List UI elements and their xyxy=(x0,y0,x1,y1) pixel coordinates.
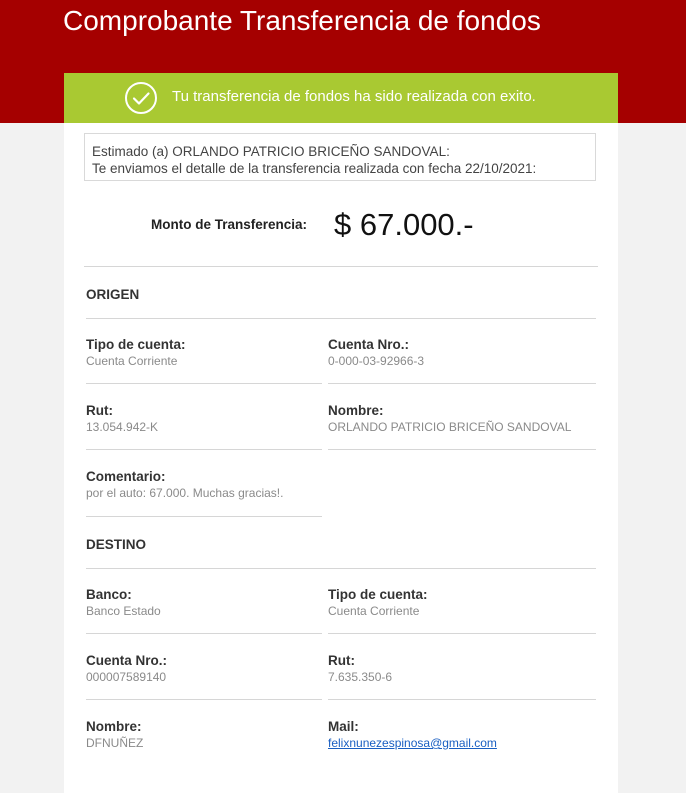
destino-nombre-value: DFNUÑEZ xyxy=(86,736,144,750)
section-title-destino: DESTINO xyxy=(86,537,147,552)
origen-comentario-value: por el auto: 67.000. Muchas gracias!. xyxy=(86,486,284,500)
divider xyxy=(86,318,596,319)
receipt-card xyxy=(64,73,618,793)
success-message: Tu transferencia de fondos ha sido realizada con exito. xyxy=(172,88,536,105)
origen-rut-label: Rut: xyxy=(86,403,113,418)
greeting-box xyxy=(84,133,596,181)
greeting-line-2: Te enviamos el detalle de la transferencia realizada con fecha 22/10/2021: xyxy=(92,161,537,176)
divider xyxy=(328,449,596,450)
success-banner xyxy=(64,73,618,123)
divider xyxy=(86,633,322,634)
destino-mail-link[interactable]: felixnunezespinosa@gmail.com xyxy=(328,736,497,750)
divider xyxy=(84,266,598,267)
destino-cuenta-nro-value: 000007589140 xyxy=(86,670,167,684)
divider xyxy=(328,699,596,700)
divider xyxy=(86,699,322,700)
divider xyxy=(328,633,596,634)
destino-rut-label: Rut: xyxy=(328,653,355,668)
amount-value: $ 67.000.- xyxy=(334,207,474,242)
divider xyxy=(86,516,322,517)
destino-tipo-cuenta-value: Cuenta Corriente xyxy=(328,604,420,618)
origen-cuenta-nro-label: Cuenta Nro.: xyxy=(328,337,409,352)
divider xyxy=(86,449,322,450)
destino-rut-value: 7.635.350-6 xyxy=(328,670,393,684)
section-title-origen: ORIGEN xyxy=(86,287,140,302)
destino-banco-value: Banco Estado xyxy=(86,604,161,618)
origen-comentario-label: Comentario: xyxy=(86,469,166,484)
amount-label: Monto de Transferencia: xyxy=(151,217,308,232)
destino-nombre-label: Nombre: xyxy=(86,719,142,734)
destino-tipo-cuenta-label: Tipo de cuenta: xyxy=(328,587,428,602)
destino-cuenta-nro-label: Cuenta Nro.: xyxy=(86,653,167,668)
origen-rut-value: 13.054.942-K xyxy=(86,420,159,434)
origen-nombre-value: ORLANDO PATRICIO BRICEÑO SANDOVAL xyxy=(328,420,572,434)
divider xyxy=(86,568,596,569)
page-title: Comprobante Transferencia de fondos xyxy=(63,5,541,36)
divider xyxy=(86,383,322,384)
origen-tipo-cuenta-label: Tipo de cuenta: xyxy=(86,337,186,352)
origen-cuenta-nro-value: 0-000-03-92966-3 xyxy=(328,354,425,368)
origen-nombre-label: Nombre: xyxy=(328,403,384,418)
origen-tipo-cuenta-value: Cuenta Corriente xyxy=(86,354,178,368)
destino-mail-label: Mail: xyxy=(328,719,359,734)
destino-banco-label: Banco: xyxy=(86,587,132,602)
divider xyxy=(328,383,596,384)
greeting-line-1: Estimado (a) ORLANDO PATRICIO BRICEÑO SANDOVAL: xyxy=(92,144,450,159)
check-circle-icon xyxy=(124,81,158,115)
